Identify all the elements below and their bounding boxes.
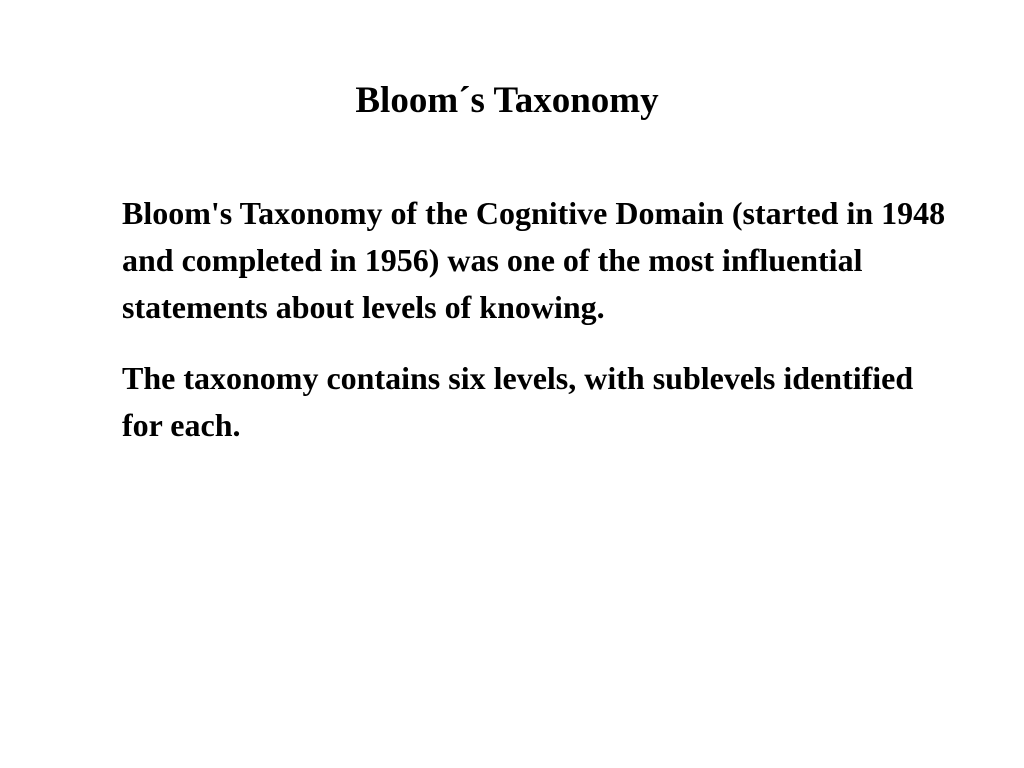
paragraph-intro: Bloom's Taxonomy of the Cognitive Domain (started in 1948 and completed in 1956) was one of the most influential statements about levels of knowing. — [122, 195, 946, 325]
slide-body — [122, 190, 952, 473]
slide-title: Bloom´s Taxonomy — [355, 80, 659, 121]
paragraph-levels: The taxonomy contains six levels, with sublevels identified for each. — [122, 360, 914, 443]
